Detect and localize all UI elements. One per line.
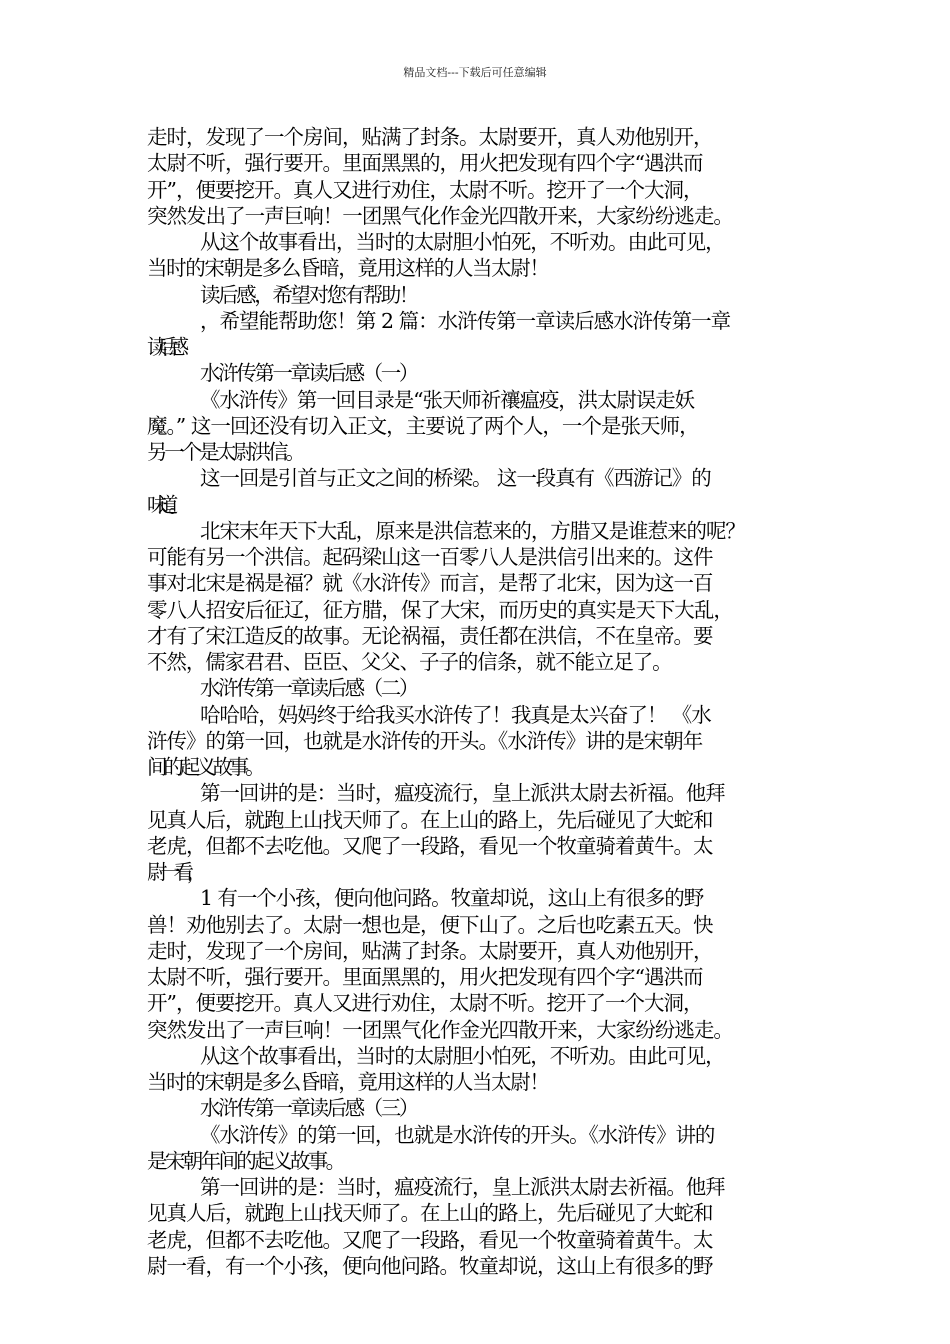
text-line: 老虎，但都不去吃他。又爬了一段路，看见一个牧童骑着黄牛。太 (147, 833, 713, 858)
text-line: 这一回是引首与正文之间的桥梁。 这一段真有《西游记》的 (200, 466, 711, 491)
text-line: 零八人招安后征辽，征方腊，保了大宋，而历史的真实是天下大乱， (147, 597, 733, 622)
text-line: 水浒传第一章读后感（二） (200, 676, 417, 701)
page-header: 精品文档---下载后可任意编辑 (403, 66, 547, 79)
text-line: 另一个是太尉洪信。 (147, 440, 303, 464)
text-line: 开”，便要挖开。真人又进行劝住，太尉不听。挖开了一个大洞， (147, 991, 703, 1016)
document-body (147, 124, 837, 1279)
text-line: 水浒传第一章读后感（三） (200, 1096, 417, 1121)
text-line: 突然发出了一声巨响！一团黑气化作金光四散开来，大家纷纷逃走。 (147, 1017, 733, 1042)
text-line: 味道。 (147, 492, 180, 517)
text-line: 是宋朝年间的起义故事。 (147, 1148, 344, 1173)
text-line: 见真人后，就跑上山找天师了。在上山的路上，先后碰见了大蛇和 (147, 1201, 713, 1226)
text-line: ，希望能帮助您！第 2 篇：水浒传第一章读后感水浒传第一章 (200, 308, 731, 333)
text-line: 读后感 (147, 335, 180, 359)
text-line: 第一回讲的是：当时，瘟疫流行，皇上派洪太尉去祈福。他拜 (200, 781, 725, 806)
text-line: 不然，儒家君君、臣臣、父父、子子的信条，就不能立足了。 (147, 650, 672, 674)
text-line: 见真人后，就跑上山找天师了。在上山的路上，先后碰见了大蛇和 (147, 807, 713, 832)
text-line: 当时的宋朝是多么昏暗，竟用这样的人当太尉！ (147, 1070, 549, 1094)
text-line: 水浒传第一章读后感（一） (200, 361, 417, 386)
text-line: 尉一看， (147, 860, 200, 884)
text-line: 尉一看，有一个小孩，便向他问路。牧童却说，这山上有很多的野 (147, 1253, 713, 1278)
text-line: 浒传》的第一回，也就是水浒传的开头。《水浒传》讲的是宋朝年 (147, 728, 703, 753)
text-line: 太尉不听，强行要开。里面黑黑的，用火把发现有四个字“遇洪而 (147, 151, 703, 176)
text-line: 从这个故事看出，当时的太尉胆小怕死，不听劝。由此可见， (200, 1043, 725, 1068)
text-line: 老虎，但都不去吃他。又爬了一段路，看见一个牧童骑着黄牛。太 (147, 1227, 713, 1252)
text-line: 走时，发现了一个房间，贴满了封条。太尉要开，真人劝他别开， (147, 125, 713, 149)
text-line: 走时，发现了一个房间，贴满了封条。太尉要开，真人劝他别开， (147, 938, 713, 963)
text-line: 可能有另一个洪信。起码梁山这一百零八人是洪信引出来的。这件 (147, 545, 713, 569)
text-line: 魔。” 这一回还没有切入正文，主要说了两个人，一个是张天师， (147, 413, 699, 438)
text-line: 才有了宋江造反的故事。无论祸福，责任都在洪信，不在皇帝。要 (147, 623, 713, 648)
text-line: 1 有一个小孩，便向他问路。牧童却说，这山上有很多的野 (200, 886, 704, 911)
text-line: 从这个故事看出，当时的太尉胆小怕死，不听劝。由此可见， (200, 230, 725, 254)
text-line: 《水浒传》的第一回，也就是水浒传的开头。《水浒传》讲的 (200, 1122, 715, 1147)
text-line: 兽！劝他别去了。太尉一想也是，便下山了。之后也吃素五天。快 (147, 912, 713, 937)
text-line: 第一回讲的是：当时，瘟疫流行，皇上派洪太尉去祈福。他拜 (200, 1175, 725, 1199)
text-line: 当时的宋朝是多么昏暗，竟用这样的人当太尉！ (147, 256, 549, 281)
text-line: 读后感，希望对您有帮助！ (200, 282, 417, 307)
text-line: 开”，便要挖开。真人又进行劝住，太尉不听。挖开了一个大洞， (147, 177, 703, 202)
text-line: 突然发出了一声巨响！一团黑气化作金光四散开来，大家纷纷逃走。 (147, 203, 733, 228)
text-line: 事对北宋是祸是福？就《水浒传》而言，是帮了北宋，因为这一百 (147, 571, 713, 596)
text-line: 哈哈哈，妈妈终于给我买水浒传了！我真是太兴奋了！ 《水 (200, 702, 711, 727)
text-line: 《水浒传》第一回目录是“张天师祈禳瘟疫，洪太尉误走妖 (200, 387, 694, 412)
text-line: 太尉不听，强行要开。里面黑黑的，用火把发现有四个字“遇洪而 (147, 965, 703, 989)
text-line: 北宋末年天下大乱，原来是洪信惹来的，方腊又是谁惹来的呢？ (200, 518, 745, 543)
text-line: 间的起义故事。 (147, 755, 262, 779)
